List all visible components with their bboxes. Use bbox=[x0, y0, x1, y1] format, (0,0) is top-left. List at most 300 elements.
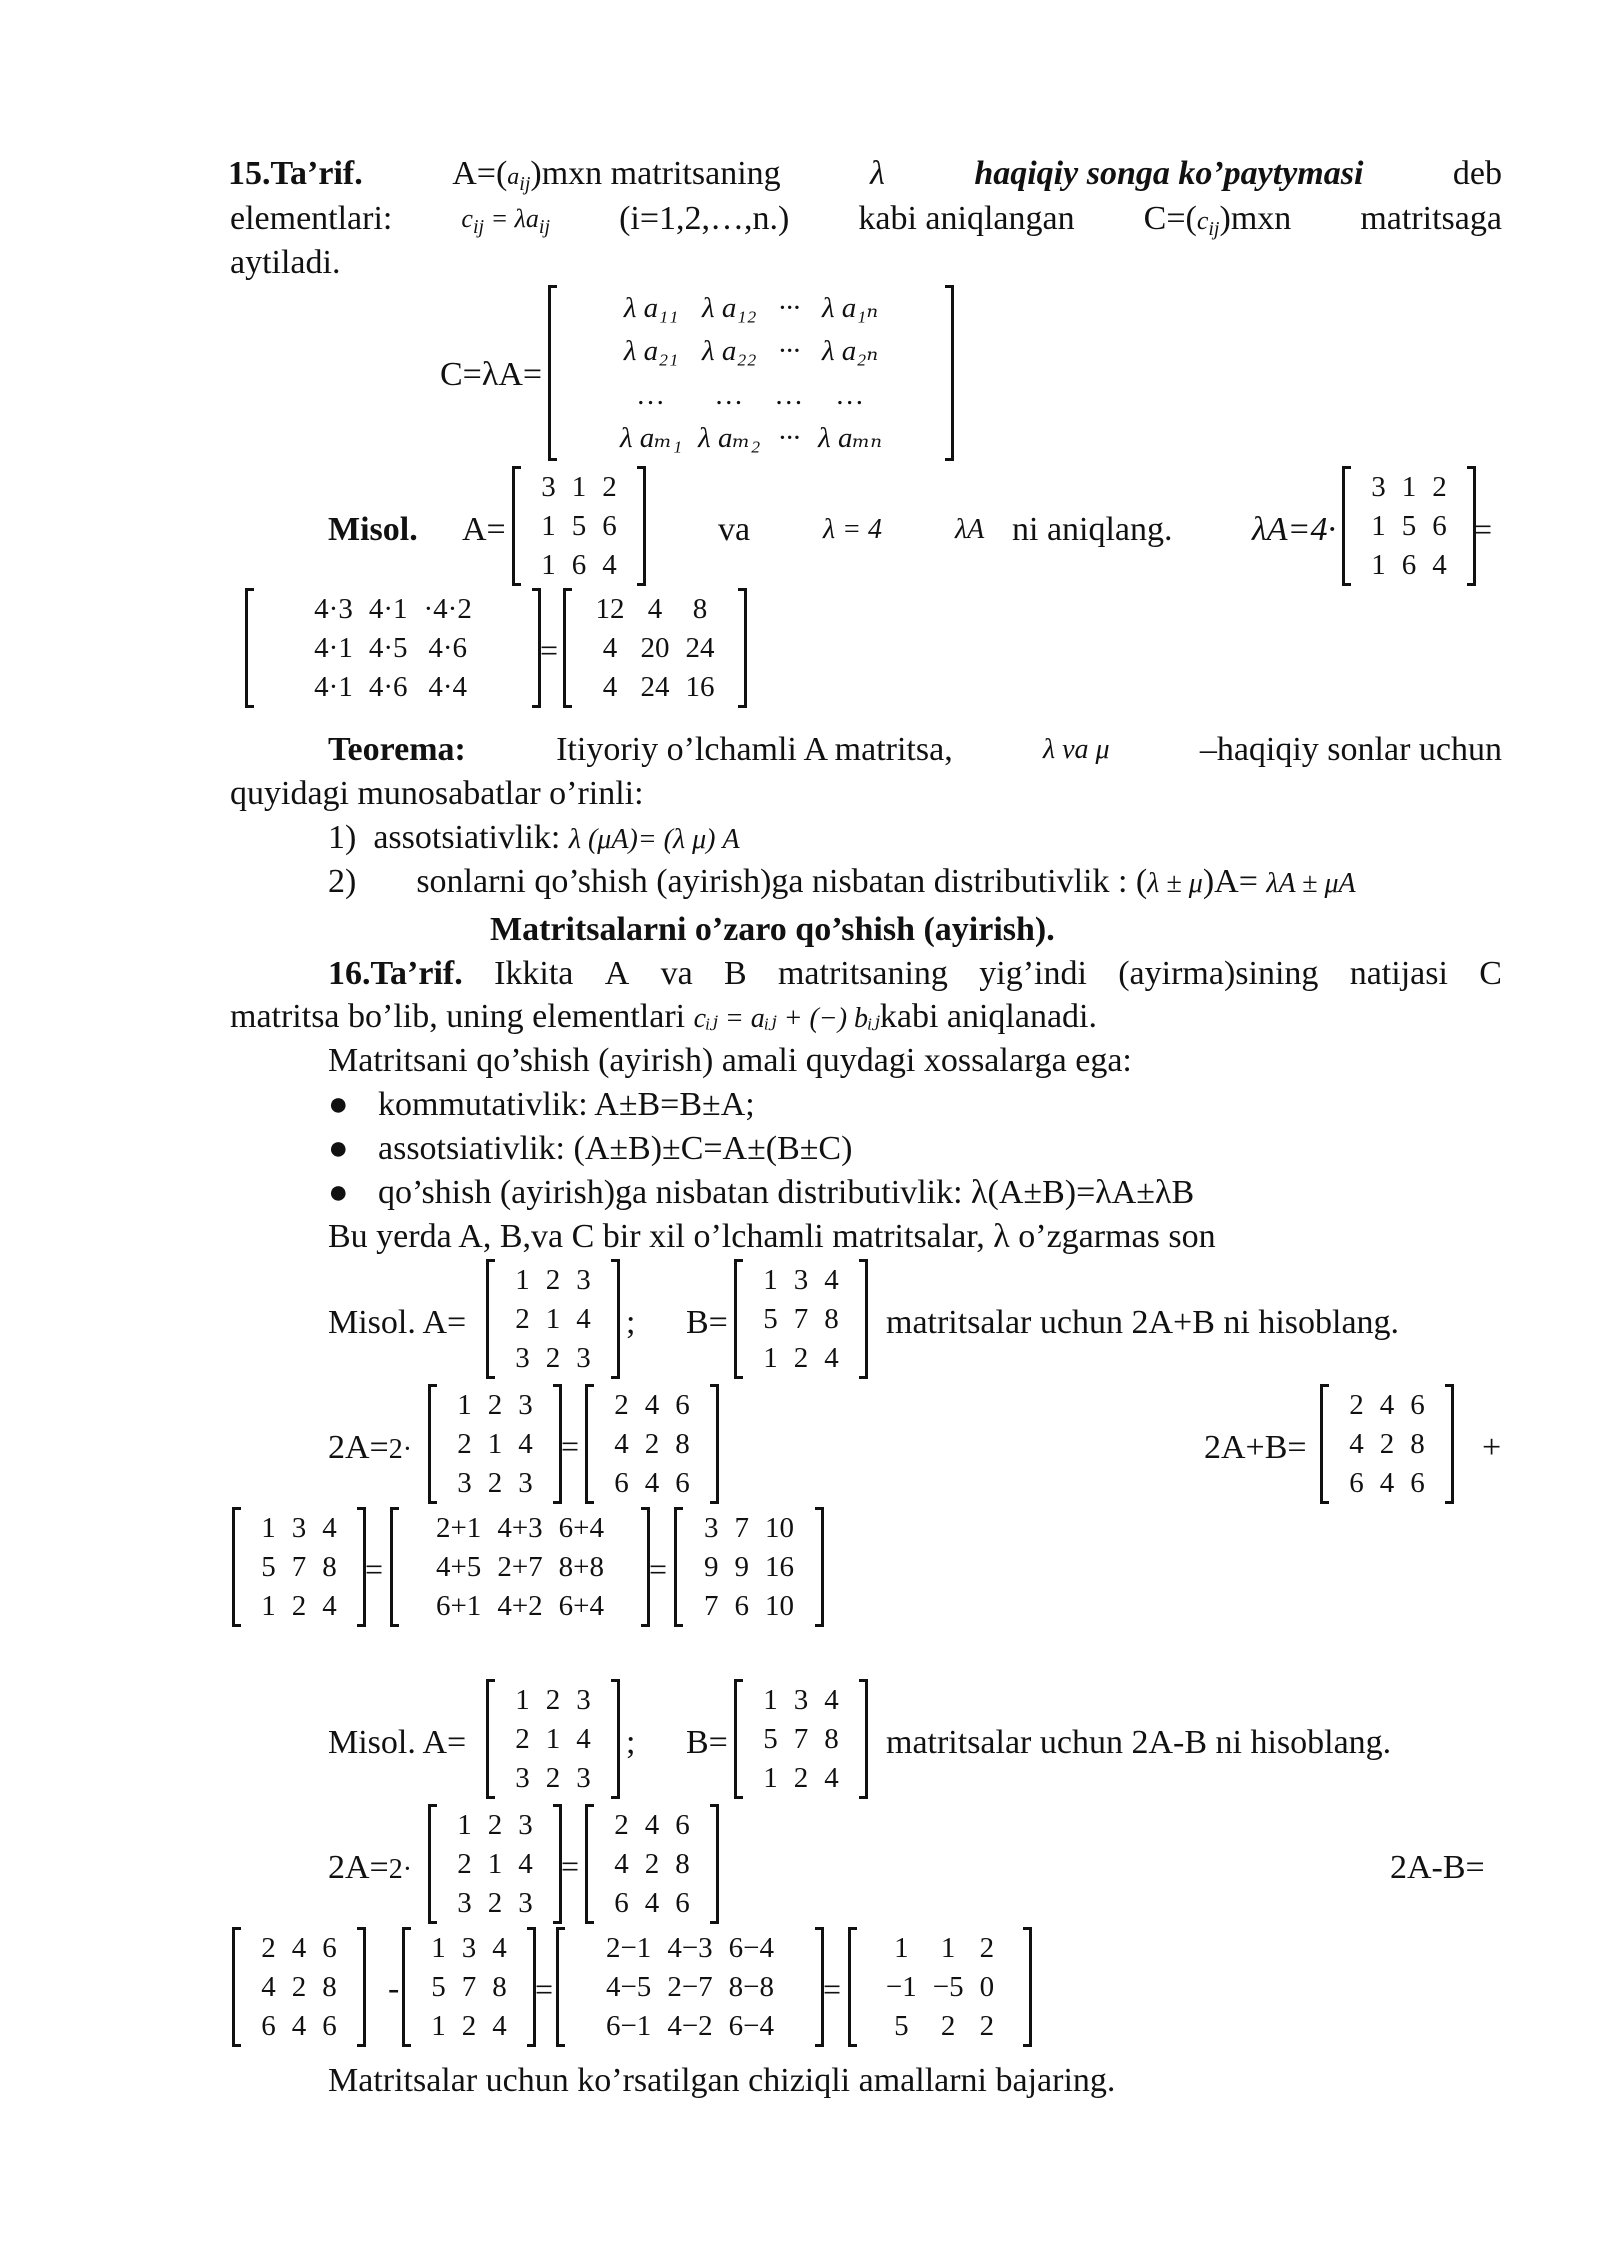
theorem-label: Teorema: bbox=[328, 731, 466, 768]
matrix-cell: 1 bbox=[763, 1342, 778, 1375]
matrix-row bbox=[428, 1547, 612, 1586]
prop-item-3: ● qo’shish (ayirish)ga nisbatan distributivlik: λ(A±B)=λA±λB bbox=[328, 1174, 1195, 1211]
matrix-cell: 3 bbox=[1371, 470, 1386, 503]
ex2-equals-2: = bbox=[365, 1551, 384, 1587]
matrix-cell: 1 bbox=[763, 1683, 778, 1716]
matrix-cell: 6 bbox=[1432, 509, 1447, 542]
matrix-row bbox=[507, 1339, 599, 1378]
matrix-row bbox=[306, 589, 480, 628]
matrix-cell: 2 bbox=[515, 1722, 530, 1755]
matrix-cell: 2+1 bbox=[435, 1511, 482, 1544]
matrix-cell: 6 bbox=[675, 1808, 690, 1841]
matrix-row bbox=[423, 1928, 515, 1967]
matrix-cell: 8 bbox=[492, 1970, 507, 2003]
matrix-cell: 2 bbox=[614, 1808, 629, 1841]
matrix-row bbox=[588, 668, 723, 707]
matrix-cell: 6 bbox=[734, 1590, 749, 1623]
ex1-result-matrix bbox=[563, 589, 747, 707]
theorem-text-b: –haqiqiy sonlar uchun bbox=[1199, 731, 1502, 768]
matrix-cell: ··· bbox=[778, 422, 801, 455]
matrix-cell: 3 bbox=[457, 1887, 472, 1920]
matrix-row bbox=[598, 1967, 782, 2006]
matrix-cell: 10 bbox=[765, 1511, 794, 1544]
matrix-cell: … bbox=[638, 378, 664, 411]
matrix-cell: 5 bbox=[261, 1550, 276, 1583]
ex1-a-label: A= bbox=[462, 511, 506, 548]
matrix-cell: 1 bbox=[515, 1683, 530, 1716]
matrix-row bbox=[1341, 1424, 1433, 1463]
matrix-cell: 3 bbox=[576, 1762, 591, 1795]
matrix-cell: 1 bbox=[487, 1427, 503, 1460]
matrix-cell: 2 bbox=[545, 1762, 561, 1795]
matrix-cell: 4 bbox=[261, 1970, 276, 2003]
ex3-b-label: B= bbox=[686, 1724, 728, 1761]
matrix-cell: 6−1 bbox=[605, 2010, 652, 2043]
matrix-cell: 4 bbox=[644, 1388, 660, 1421]
matrix-cell: 6 bbox=[1410, 1388, 1425, 1421]
matrix-cell: 1 bbox=[894, 1931, 909, 1964]
matrix-cell: 4 bbox=[291, 1931, 307, 1964]
ex3-equals-3: = bbox=[823, 1971, 842, 2007]
matrix-cell: λ a₁₁ bbox=[623, 291, 679, 324]
matrix-row bbox=[533, 546, 625, 585]
matrix-cell: 6+4 bbox=[558, 1511, 605, 1544]
final-instruction: Matritsalar uchun ko’rsatilgan chiziqli amallarni bajaring. bbox=[328, 2062, 1116, 2099]
matrix-cell: 2 bbox=[644, 1847, 660, 1880]
def15-index-range: (i=1,2,…,n.) bbox=[619, 200, 790, 237]
matrix-cell: 6 bbox=[602, 509, 617, 542]
matrix-cell: 7 bbox=[704, 1590, 719, 1623]
matrix-cell: 4 bbox=[322, 1590, 337, 1623]
matrix-cell: 6 bbox=[571, 549, 587, 582]
matrix-cell: 8 bbox=[824, 1302, 839, 1335]
matrix-cell: 4·1 bbox=[314, 631, 353, 664]
matrix-cell: ··· bbox=[778, 291, 801, 324]
c-lambda-a-label: C=λA= bbox=[440, 356, 543, 393]
ex3-b-matrix bbox=[734, 1680, 868, 1798]
matrix-cell: 8 bbox=[1410, 1427, 1425, 1460]
ex2-sum-label: 2A+B= bbox=[1204, 1429, 1307, 1466]
ex1-mult-matrix bbox=[245, 589, 541, 707]
matrix-row bbox=[507, 1299, 599, 1338]
matrix-row bbox=[253, 1587, 345, 1626]
matrix-cell: 2 bbox=[545, 1263, 561, 1296]
matrix-cell: 4·1 bbox=[368, 592, 408, 625]
matrix-row bbox=[533, 506, 625, 545]
matrix-cell: 4·5 bbox=[368, 631, 408, 664]
matrix-cell: 4 bbox=[644, 1887, 660, 1920]
matrix-cell: −1 bbox=[885, 1970, 917, 2003]
ex3-2a-matrix bbox=[585, 1805, 719, 1923]
ex1-a-matrix bbox=[512, 467, 646, 585]
def15-number: 15.Ta’rif. bbox=[228, 155, 363, 192]
matrix-cell: 3 bbox=[518, 1887, 533, 1920]
matrix-cell: 7 bbox=[291, 1550, 307, 1583]
matrix-cell: 3 bbox=[457, 1467, 472, 1500]
matrix-cell: 8−8 bbox=[728, 1970, 775, 2003]
matrix-cell: 3 bbox=[518, 1467, 533, 1500]
matrix-cell: 9 bbox=[704, 1550, 719, 1583]
matrix-cell: 4 bbox=[322, 1511, 337, 1544]
matrix-cell: 1 bbox=[515, 1263, 530, 1296]
matrix-cell: 3 bbox=[576, 1342, 591, 1375]
def15-formula: $c_{ij} = \lambda a_{ij}$ bbox=[461, 204, 551, 238]
matrix-row bbox=[507, 1759, 599, 1798]
matrix-row bbox=[449, 1805, 541, 1844]
matrix-cell: 1 bbox=[541, 549, 556, 582]
matrix-row bbox=[755, 1759, 847, 1798]
ex2-sum-expr-matrix bbox=[390, 1508, 650, 1626]
ex1-lhs: λA=4· bbox=[1252, 511, 1336, 548]
matrix-cell: 1 bbox=[763, 1762, 778, 1795]
matrix-cell: 3 bbox=[541, 470, 556, 503]
matrix-cell: 4+2 bbox=[497, 1590, 543, 1623]
matrix-cell: 2 bbox=[291, 1590, 307, 1623]
matrix-row bbox=[533, 467, 625, 506]
matrix-row bbox=[612, 373, 890, 417]
ex1-a-matrix-repeat bbox=[1342, 467, 1476, 585]
matrix-cell: 7 bbox=[461, 1970, 477, 2003]
matrix-cell: 1 bbox=[487, 1847, 503, 1880]
ex1-equals-1: = bbox=[1474, 511, 1493, 547]
matrix-cell: … bbox=[837, 378, 863, 411]
matrix-cell: 10 bbox=[765, 1590, 794, 1623]
matrix-row bbox=[755, 1680, 847, 1719]
matrix-cell: 3 bbox=[576, 1263, 591, 1296]
def16-line1: 16.Ta’rif. Ikkita A va B matritsaning yig’indi (ayirma)sining natijasi C bbox=[328, 955, 1502, 992]
matrix-row bbox=[606, 1424, 698, 1463]
ex1-va: va bbox=[718, 511, 751, 548]
theorem-text-a: Itiyoriy o’lchamli A matritsa, bbox=[556, 731, 953, 768]
matrix-row bbox=[449, 1464, 541, 1503]
ex2-a-matrix-repeat bbox=[428, 1385, 562, 1503]
def15-text-d: kabi aniqlangan bbox=[858, 200, 1075, 237]
matrix-row bbox=[507, 1260, 599, 1299]
matrix-cell: 4·6 bbox=[368, 671, 408, 704]
matrix-cell: 6 bbox=[261, 2010, 276, 2043]
ex2-task: matritsalar uchun 2A+B ni hisoblang. bbox=[886, 1304, 1400, 1341]
prop-item-1: ● kommutativlik: A±B=B±A; bbox=[328, 1086, 755, 1123]
matrix-cell: λ aₘ₂ bbox=[698, 422, 761, 455]
ex3-equals-2: = bbox=[535, 1971, 554, 2007]
matrix-cell: λ a₁₂ bbox=[702, 291, 757, 324]
matrix-row bbox=[428, 1587, 612, 1626]
aij-symbol: a bbox=[507, 164, 520, 190]
matrix-cell: 1 bbox=[457, 1388, 472, 1421]
matrix-cell: 7 bbox=[793, 1722, 809, 1755]
matrix-row bbox=[612, 286, 890, 330]
ex3-diff-result-matrix bbox=[848, 1928, 1032, 2046]
matrix-cell: 1 bbox=[1371, 549, 1386, 582]
matrix-cell: 2 bbox=[793, 1762, 809, 1795]
ex3-a-matrix bbox=[486, 1680, 620, 1798]
matrix-cell: 1 bbox=[261, 1590, 276, 1623]
matrix-cell: 3 bbox=[515, 1762, 530, 1795]
matrix-cell: λ a₂₂ bbox=[702, 335, 757, 368]
matrix-cell: 24 bbox=[685, 631, 715, 664]
matrix-cell: 4 bbox=[824, 1342, 839, 1375]
matrix-row bbox=[755, 1719, 847, 1758]
matrix-row bbox=[1363, 546, 1455, 585]
matrix-cell: 0 bbox=[979, 1970, 995, 2003]
matrix-cell: 5 bbox=[431, 1970, 446, 2003]
matrix-cell: 2+7 bbox=[497, 1550, 543, 1583]
matrix-cell: 2 bbox=[1379, 1427, 1395, 1460]
def15-line3: aytiladi. bbox=[230, 244, 341, 281]
matrix-cell: 2 bbox=[291, 1970, 307, 2003]
matrix-row bbox=[428, 1508, 612, 1547]
matrix-row bbox=[755, 1299, 847, 1338]
matrix-cell: 1 bbox=[763, 1263, 778, 1296]
matrix-cell: 5 bbox=[894, 2010, 909, 2043]
ex3-minus: - bbox=[388, 1970, 400, 2007]
c-general-matrix bbox=[548, 286, 954, 460]
matrix-row bbox=[696, 1508, 802, 1547]
matrix-cell: 4 bbox=[644, 1808, 660, 1841]
ex2-equals-1: = bbox=[561, 1428, 580, 1464]
matrix-cell: 4 bbox=[824, 1263, 839, 1296]
matrix-cell: 2 bbox=[979, 1931, 995, 1964]
matrix-cell: 7 bbox=[734, 1511, 749, 1544]
matrix-row bbox=[1363, 467, 1455, 506]
matrix-cell: 4 bbox=[1432, 549, 1447, 582]
ex2-b-label: B= bbox=[686, 1304, 728, 1341]
matrix-cell: 1 bbox=[1401, 470, 1417, 503]
matrix-cell: 4·3 bbox=[314, 592, 353, 625]
matrix-cell: 2 bbox=[545, 1342, 561, 1375]
ex2-2a-matrix-repeat bbox=[1320, 1385, 1454, 1503]
matrix-cell: 1 bbox=[940, 1931, 956, 1964]
ex3-task: matritsalar uchun 2A-B ni hisoblang. bbox=[886, 1724, 1392, 1761]
matrix-cell: 3 bbox=[793, 1263, 809, 1296]
matrix-row bbox=[878, 2007, 1002, 2046]
matrix-cell: 4 bbox=[492, 1931, 507, 1964]
ex2-sum-result-matrix bbox=[674, 1508, 824, 1626]
matrix-cell: 24 bbox=[640, 671, 670, 704]
matrix-cell: 4−3 bbox=[667, 1931, 713, 1964]
theorem-line1 bbox=[328, 730, 1502, 770]
theorem-line2: quyidagi munosabatlar o’rinli: bbox=[230, 775, 644, 812]
matrix-cell: 5 bbox=[763, 1302, 778, 1335]
matrix-row bbox=[606, 1385, 698, 1424]
matrix-cell: 2 bbox=[487, 1887, 503, 1920]
matrix-cell: 3 bbox=[515, 1342, 530, 1375]
matrix-cell: λ aₘₙ bbox=[818, 422, 883, 455]
matrix-cell: 4 bbox=[1379, 1467, 1395, 1500]
matrix-cell: 2 bbox=[602, 470, 617, 503]
matrix-row bbox=[423, 1967, 515, 2006]
matrix-cell: 4 bbox=[492, 2010, 507, 2043]
matrix-row bbox=[598, 2007, 782, 2046]
matrix-cell: 3 bbox=[793, 1683, 809, 1716]
matrix-row bbox=[696, 1587, 802, 1626]
matrix-row bbox=[507, 1680, 599, 1719]
matrix-cell: 4+3 bbox=[497, 1511, 543, 1544]
matrix-cell: 8 bbox=[824, 1722, 839, 1755]
ex3-diff-expr-matrix bbox=[556, 1928, 824, 2046]
ex2-b-matrix bbox=[734, 1260, 868, 1378]
matrix-row bbox=[449, 1385, 541, 1424]
matrix-cell: ··· bbox=[778, 335, 801, 368]
matrix-cell: 6+4 bbox=[558, 1590, 605, 1623]
matrix-cell: 9 bbox=[734, 1550, 749, 1583]
matrix-row bbox=[606, 1884, 698, 1923]
matrix-cell: 4 bbox=[824, 1762, 839, 1795]
matrix-row bbox=[507, 1719, 599, 1758]
matrix-cell: 2 bbox=[614, 1388, 629, 1421]
matrix-cell: 4 bbox=[576, 1722, 591, 1755]
matrix-cell: 16 bbox=[685, 671, 715, 704]
matrix-cell: 4 bbox=[518, 1847, 533, 1880]
ex2-a-matrix bbox=[486, 1260, 620, 1378]
theorem-item1: 1) assotsiativlik: λ (μA)= (λ μ) A bbox=[328, 819, 740, 856]
matrix-row bbox=[606, 1464, 698, 1503]
matrix-cell: 4·1 bbox=[314, 671, 353, 704]
ex3-2a-matrix-repeat bbox=[232, 1928, 366, 2046]
matrix-row bbox=[878, 1928, 1002, 1967]
matrix-cell: 3 bbox=[461, 1931, 477, 1964]
ex2-equals-3: = bbox=[649, 1551, 668, 1587]
matrix-row bbox=[606, 1844, 698, 1883]
matrix-row bbox=[253, 1967, 345, 2006]
def15-line2 bbox=[230, 199, 1502, 249]
matrix-cell: 8+8 bbox=[558, 1550, 605, 1583]
ex1-lambda-a: λA bbox=[955, 514, 985, 545]
matrix-cell: 8 bbox=[322, 1970, 337, 2003]
matrix-cell: 3 bbox=[518, 1808, 533, 1841]
matrix-cell: 4 bbox=[824, 1683, 839, 1716]
matrix-cell: 6−4 bbox=[728, 2010, 775, 2043]
matrix-cell: 2 bbox=[1432, 470, 1447, 503]
matrix-row bbox=[449, 1424, 541, 1463]
matrix-cell: 4 bbox=[291, 2010, 307, 2043]
def15-elements-label: elementlari: bbox=[230, 200, 393, 237]
theorem-item2: 2) sonlarni qo’shish (ayirish)ga nisbatan distributivlik : (λ ± μ)A= λA ± μA bbox=[328, 863, 1356, 900]
ex2-plus: + bbox=[1482, 1429, 1502, 1466]
matrix-cell: 2−1 bbox=[605, 1931, 652, 1964]
matrix-cell: 6 bbox=[1349, 1467, 1364, 1500]
def16-props-intro: Matritsani qo’shish (ayirish) amali quydagi xossalarga ega: bbox=[328, 1042, 1132, 1079]
def16-note: Bu yerda A, B,va C bir xil o’lchamli matritsalar, λ o’zgarmas son bbox=[328, 1218, 1216, 1255]
matrix-cell: 1 bbox=[431, 1931, 446, 1964]
ex2-label: Misol. A= bbox=[328, 1304, 467, 1341]
def15-text-b: )mxn matritsaning bbox=[530, 155, 781, 192]
matrix-cell: 2 bbox=[979, 2010, 995, 2043]
ex1-lambda-value: λ = 4 bbox=[823, 514, 883, 545]
matrix-cell: 6+1 bbox=[435, 1590, 482, 1623]
matrix-row bbox=[696, 1547, 802, 1586]
matrix-row bbox=[1363, 506, 1455, 545]
ex3-b-matrix-repeat bbox=[402, 1928, 536, 2046]
matrix-row bbox=[878, 1967, 1002, 2006]
prop-item-2: ● assotsiativlik: (A±B)±C=A±(B±C) bbox=[328, 1130, 853, 1167]
matrix-cell: 2 bbox=[487, 1808, 503, 1841]
def15-c-def: $C=(c_{ij})mxn$ bbox=[1143, 200, 1292, 240]
matrix-cell: 3 bbox=[291, 1511, 307, 1544]
matrix-cell: 2 bbox=[457, 1847, 472, 1880]
matrix-cell: λ a₁ₙ bbox=[822, 291, 879, 324]
matrix-cell: 6 bbox=[675, 1467, 690, 1500]
matrix-cell: 3 bbox=[518, 1388, 533, 1421]
matrix-cell: 6 bbox=[322, 1931, 337, 1964]
matrix-row bbox=[606, 1805, 698, 1844]
def16-formula: cᵢⱼ = aᵢⱼ + (−) bᵢⱼ bbox=[693, 1003, 880, 1034]
aij-sub: ij bbox=[519, 173, 531, 195]
matrix-row bbox=[449, 1844, 541, 1883]
matrix-cell: 2 bbox=[545, 1683, 561, 1716]
matrix-cell: 4 bbox=[1379, 1388, 1395, 1421]
def15-text-e: matritsaga bbox=[1360, 200, 1502, 237]
matrix-cell: 6 bbox=[322, 2010, 337, 2043]
matrix-cell: 20 bbox=[640, 631, 670, 664]
def15-line1 bbox=[228, 154, 1502, 204]
matrix-row bbox=[612, 417, 890, 461]
matrix-cell: 4 bbox=[576, 1302, 591, 1335]
ex1-equals-2: = bbox=[540, 632, 559, 668]
ex3-2a-label: 2A=2· bbox=[328, 1849, 413, 1886]
matrix-cell: 5 bbox=[571, 509, 587, 542]
matrix-cell: 2 bbox=[644, 1427, 660, 1460]
def16-line2: matritsa bo’lib, uning elementlari cᵢⱼ = aᵢⱼ + (−) bᵢⱼkabi aniqlanadi. bbox=[230, 998, 1098, 1035]
matrix-cell: 4 bbox=[644, 1467, 660, 1500]
matrix-row bbox=[588, 628, 723, 667]
lambda-symbol: λ bbox=[870, 155, 885, 192]
matrix-cell: 4 bbox=[614, 1847, 629, 1880]
matrix-row bbox=[755, 1339, 847, 1378]
ex3-a-matrix-repeat bbox=[428, 1805, 562, 1923]
ex2-2a-matrix bbox=[585, 1385, 719, 1503]
matrix-cell: 1 bbox=[1371, 509, 1386, 542]
matrix-cell: 8 bbox=[692, 592, 708, 625]
matrix-cell: 4−2 bbox=[667, 2010, 713, 2043]
matrix-cell: 4 bbox=[614, 1427, 629, 1460]
matrix-cell: 6 bbox=[614, 1467, 629, 1500]
ex1-label: Misol. bbox=[328, 511, 418, 548]
matrix-cell: 1 bbox=[541, 509, 556, 542]
matrix-cell: 8 bbox=[675, 1427, 690, 1460]
ex3-equals-1: = bbox=[561, 1848, 580, 1884]
matrix-row bbox=[755, 1260, 847, 1299]
ex2-b-matrix-repeat bbox=[232, 1508, 366, 1626]
matrix-cell: 4·4 bbox=[428, 671, 467, 704]
matrix-cell: 4 bbox=[602, 549, 617, 582]
matrix-cell: … bbox=[716, 378, 743, 411]
matrix-cell: λ a₂ₙ bbox=[822, 335, 879, 368]
matrix-cell: 8 bbox=[322, 1550, 337, 1583]
matrix-cell: 2 bbox=[457, 1427, 472, 1460]
matrix-cell: 2 bbox=[461, 2010, 477, 2043]
matrix-row bbox=[306, 628, 480, 667]
matrix-row bbox=[1341, 1464, 1433, 1503]
section-heading: Matritsalarni o’zaro qo’shish (ayirish). bbox=[490, 911, 1055, 948]
ex3-semicolon: ; bbox=[626, 1724, 636, 1761]
matrix-row bbox=[253, 1928, 345, 1967]
matrix-cell: 6 bbox=[675, 1887, 690, 1920]
matrix-cell: 3 bbox=[704, 1511, 719, 1544]
matrix-cell: 2−7 bbox=[667, 1970, 713, 2003]
matrix-cell: 4 bbox=[602, 671, 618, 704]
matrix-row bbox=[306, 668, 480, 707]
matrix-cell: 1 bbox=[261, 1511, 276, 1544]
matrix-cell: ·4·2 bbox=[423, 592, 472, 625]
matrix-cell: 4−5 bbox=[605, 1970, 652, 2003]
matrix-row bbox=[598, 1928, 782, 1967]
matrix-cell: 7 bbox=[793, 1302, 809, 1335]
matrix-cell: 2 bbox=[1349, 1388, 1364, 1421]
ex2-semicolon: ; bbox=[626, 1304, 636, 1341]
matrix-cell: 4 bbox=[518, 1427, 533, 1460]
matrix-cell: λ a₂₁ bbox=[623, 335, 679, 368]
